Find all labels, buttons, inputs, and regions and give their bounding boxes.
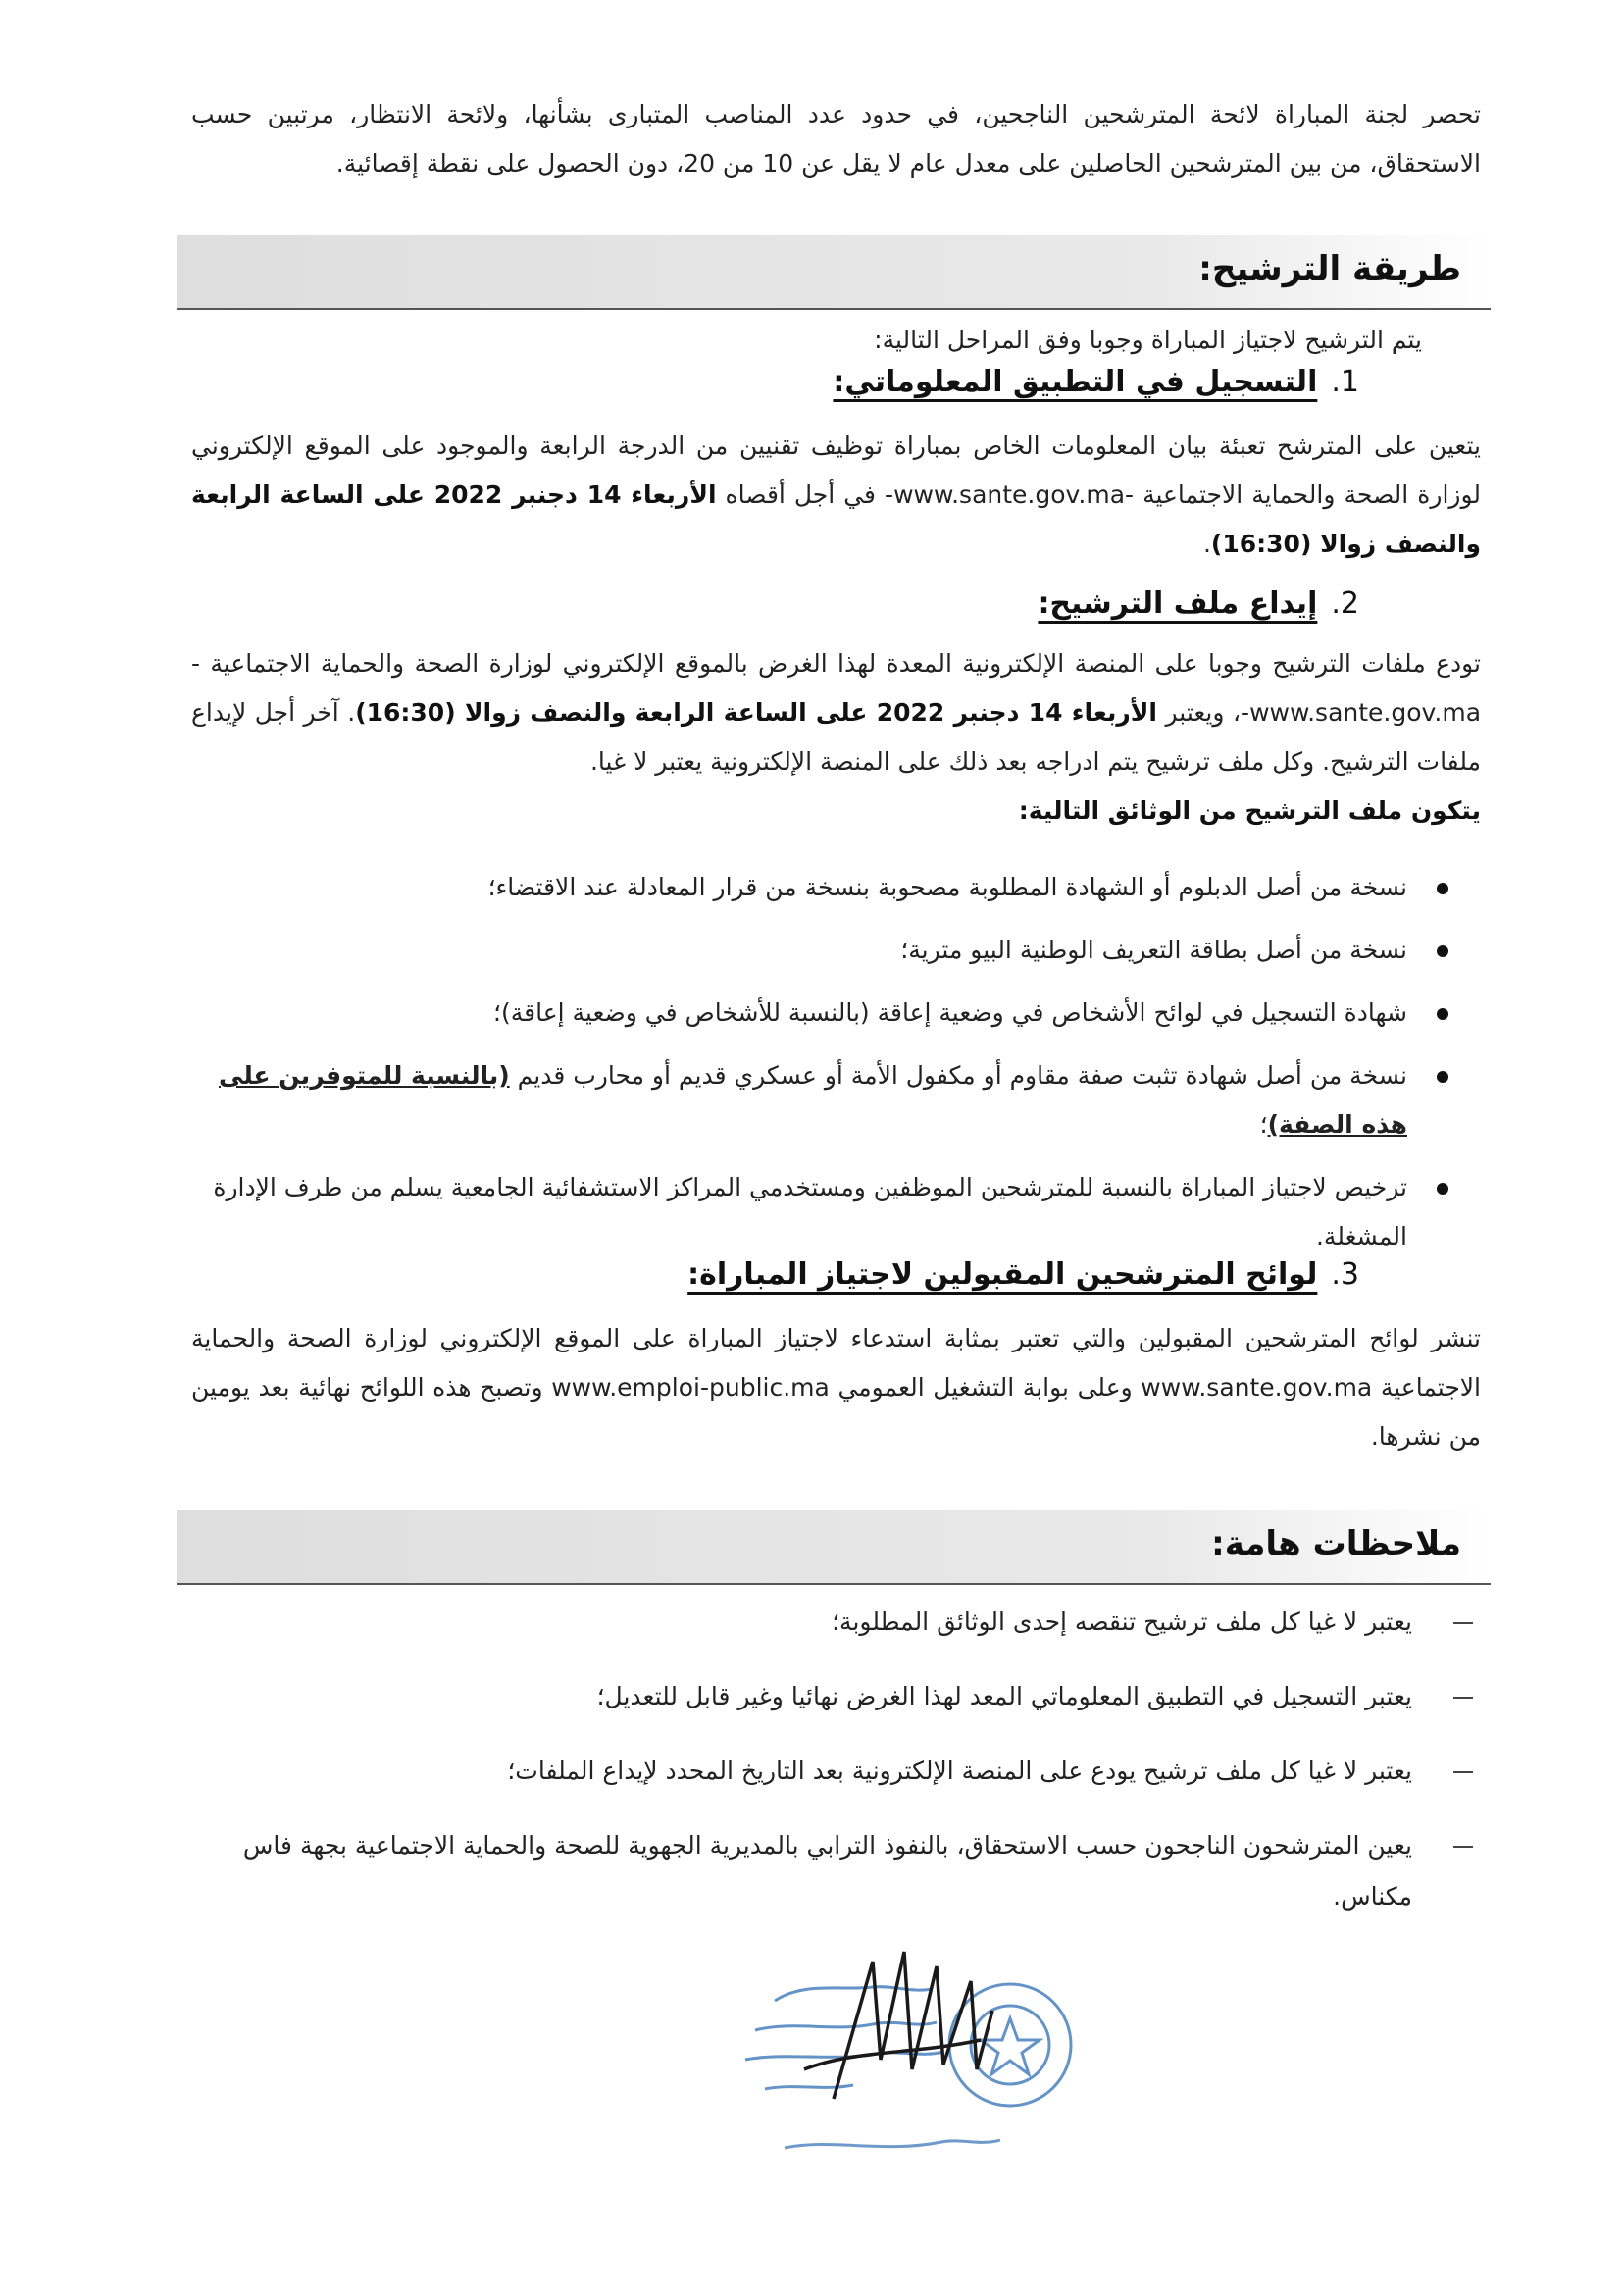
step1-text-a: يتعين على المترشح تعبئة بيان المعلومات الخاص بمباراة توظيف تقنيين من الدرجة الرابعة والموجود على الموقع الإلكتروني لوزارة الصحة والحماية الاجتماعية -www.sante.gov.ma- في أجل أقصاه — [191, 432, 1481, 509]
step1-number: 1. — [1331, 365, 1359, 399]
section-banner-notes — [177, 1510, 1491, 1585]
step2-block — [191, 639, 1481, 836]
step2-deadline: الأربعاء 14 دجنبر 2022 على الساعة الرابعة والنصف زوالا (16:30) — [355, 698, 1157, 727]
section-title-candidacy: طريقة الترشيح: — [1198, 249, 1461, 288]
step3-block — [191, 1314, 1481, 1461]
step2-text-c: . آخر أجل لإيداع ملفات الترشيح. وكل ملف ترشيح يتم ادراجه بعد ذلك على المنصة الإلكترونية يعتبر لا غيا. — [191, 698, 1481, 776]
step2-number: 2. — [1331, 586, 1359, 621]
notes-list — [191, 1597, 1481, 1946]
step3-heading — [687, 1257, 1359, 1292]
step1-heading — [833, 365, 1359, 399]
step1-block — [191, 422, 1481, 569]
document-item-4-text: نسخة من أصل شهادة تثبت صفة مقاوم أو مكفول الأمة أو عسكري قديم أو محارب قديم — [509, 1061, 1407, 1090]
document-item: نسخة من أصل بطاقة التعريف الوطنية البيو مترية؛ — [191, 926, 1456, 975]
note-item: يعتبر لا غيا كل ملف ترشيح يودع على المنصة الإلكترونية بعد التاريخ المحدد لإيداع الملفات؛ — [191, 1746, 1481, 1797]
signature-icon — [804, 1952, 992, 2099]
note-item: يعتبر التسجيل في التطبيق المعلوماتي المعد لهذا الغرض نهائيا وغير قابل للتعديل؛ — [191, 1671, 1481, 1722]
document-item: ترخيص لاجتياز المباراة بالنسبة للمترشحين الموظفين ومستخدمي المراكز الاستشفائية الجامعية يسلم من طرف الإدارة المشغلة. — [191, 1163, 1456, 1261]
step1-paragraph — [191, 422, 1481, 569]
step3-title: لوائح المترشحين المقبولين لاجتياز المباراة: — [687, 1257, 1318, 1292]
signature-caption-scribble — [785, 2140, 1000, 2148]
steps-intro-block — [191, 316, 1481, 365]
step1-text-c: . — [1202, 530, 1211, 558]
step3-paragraph: تنشر لوائح المترشحين المقبولين والتي تعتبر بمثابة استدعاء لاجتياز المباراة على الموقع الإلكتروني لوزارة الصحة والحماية الاجتماعية www.sante.gov.ma وعلى بوابة التشغيل العمومي www.emploi-public.ma وتصبح هذه اللوائح نهائية بعد يومين من نشرها. — [191, 1324, 1481, 1451]
step1-title: التسجيل في التطبيق المعلوماتي: — [833, 365, 1318, 399]
seal-icon — [949, 1984, 1071, 2106]
seal-outer-ring — [949, 1984, 1071, 2106]
step3-number: 3. — [1331, 1257, 1359, 1292]
intro-block — [191, 90, 1481, 188]
step2-heading — [1038, 586, 1359, 621]
section-title-notes: ملاحظات هامة: — [1211, 1524, 1461, 1563]
stamp-text-block — [745, 1987, 943, 2089]
documents-list — [191, 863, 1456, 1275]
document-item-4-end: ؛ — [1259, 1110, 1268, 1139]
section-banner-candidacy — [177, 235, 1491, 310]
step1-deadline: الأربعاء 14 دجنبر 2022 على الساعة الرابعة والنصف زوالا (16:30) — [191, 481, 1481, 558]
official-stamp-signature — [686, 1922, 1098, 2177]
note-item: يعين المترشحون الناجحون حسب الاستحقاق، بالنفوذ الترابي بالمديرية الجهوية للصحة والحماية الاجتماعية بجهة فاس مكناس. — [191, 1820, 1481, 1922]
stamp-scribble-4 — [765, 2085, 853, 2089]
step2-text-a: تودع ملفات الترشيح وجوبا على المنصة الإلكترونية المعدة لهذا الغرض بالموقع الإلكتروني لوزارة الصحة والحماية الاجتماعية -www.sante.gov.ma-، ويعتبر — [191, 649, 1482, 727]
note-item: يعتبر لا غيا كل ملف ترشيح تنقصه إحدى الوثائق المطلوبة؛ — [191, 1597, 1481, 1648]
docs-heading: يتكون ملف الترشيح من الوثائق التالية: — [1018, 796, 1481, 825]
step2-paragraph — [191, 639, 1481, 787]
document-item: شهادة التسجيل في لوائح الأشخاص في وضعية إعاقة (بالنسبة للأشخاص في وضعية إعاقة)؛ — [191, 989, 1456, 1038]
step2-title: إيداع ملف الترشيح: — [1038, 586, 1318, 621]
document-item: نسخة من أصل الدبلوم أو الشهادة المطلوبة مصحوبة بنسخة من قرار المعادلة عند الاقتضاء؛ — [191, 863, 1456, 912]
steps-intro: يتم الترشيح لاجتياز المباراة وجوبا وفق المراحل التالية: — [874, 326, 1422, 354]
intro-paragraph: تحصر لجنة المباراة لائحة المترشحين الناجحين، في حدود عدد المناصب المتبارى بشأنها، ولائحة الانتظار، مرتبين حسب الاستحقاق، من بين المترشحين الحاصلين على معدل عام لا يقل عن 10 من 20، دون الحصول على نقطة إقصائية. — [191, 100, 1481, 178]
document-item — [191, 1051, 1456, 1149]
document-item-4-condition: (بالنسبة للمتوفرين على هذه الصفة) — [219, 1061, 1407, 1139]
